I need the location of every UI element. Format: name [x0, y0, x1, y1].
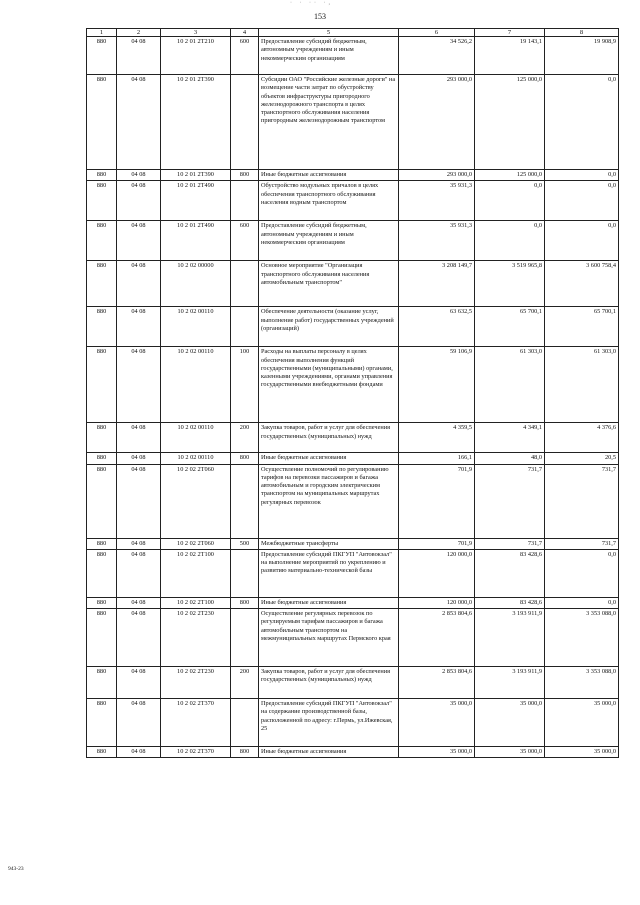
amount-year3-cell: 0,0	[545, 181, 619, 221]
footer-code: 943-23	[8, 866, 24, 872]
table-row	[87, 181, 619, 221]
section-code-cell: 04 08	[117, 170, 161, 181]
section-code-cell: 04 08	[117, 453, 161, 464]
target-article-cell: 10 2 02 2Т100	[161, 549, 231, 597]
ministry-code-cell: 880	[87, 667, 117, 699]
amount-year2-cell: 125 000,0	[475, 170, 545, 181]
table-row	[87, 75, 619, 170]
table-row	[87, 453, 619, 464]
expense-type-cell	[231, 609, 259, 667]
amount-year3-cell: 0,0	[545, 597, 619, 608]
amount-year1-cell: 34 526,2	[399, 37, 475, 75]
amount-year2-cell: 0,0	[475, 221, 545, 261]
item-name-cell: Предоставление субсидий бюджетным, автономным учреждениям и иным некоммерческим организациям	[259, 37, 399, 75]
expense-type-cell	[231, 181, 259, 221]
ministry-code-cell: 880	[87, 75, 117, 170]
ministry-code-cell: 880	[87, 261, 117, 307]
amount-year1-cell: 35 931,3	[399, 221, 475, 261]
item-name-cell: Осуществление полномочий по регулированию тарифов на перевозки пассажиров и багажа автомобильным и городским электрическим транспортом на муниципальных маршрутах регулярных перевозок	[259, 464, 399, 538]
section-code-cell: 04 08	[117, 37, 161, 75]
amount-year2-cell: 125 000,0	[475, 75, 545, 170]
expense-type-cell: 800	[231, 597, 259, 608]
expense-type-cell	[231, 699, 259, 747]
item-name-cell: Иные бюджетные ассигнования	[259, 597, 399, 608]
section-code-cell: 04 08	[117, 699, 161, 747]
target-article-cell: 10 2 02 2Т230	[161, 667, 231, 699]
table-row	[87, 699, 619, 747]
ministry-code-cell: 880	[87, 747, 117, 758]
table-row	[87, 464, 619, 538]
amount-year1-cell: 35 931,3	[399, 181, 475, 221]
amount-year2-cell: 731,7	[475, 464, 545, 538]
section-code-cell: 04 08	[117, 747, 161, 758]
item-name-cell: Межбюджетные трансферты	[259, 538, 399, 549]
section-code-cell: 04 08	[117, 423, 161, 453]
column-header: 7	[475, 29, 545, 37]
section-code-cell: 04 08	[117, 549, 161, 597]
target-article-cell: 10 2 02 00110	[161, 423, 231, 453]
amount-year3-cell: 4 376,6	[545, 423, 619, 453]
ministry-code-cell: 880	[87, 181, 117, 221]
amount-year2-cell: 3 519 965,8	[475, 261, 545, 307]
ministry-code-cell: 880	[87, 347, 117, 423]
amount-year2-cell: 83 428,6	[475, 549, 545, 597]
amount-year1-cell: 166,1	[399, 453, 475, 464]
amount-year3-cell: 20,5	[545, 453, 619, 464]
amount-year2-cell: 731,7	[475, 538, 545, 549]
item-name-cell: Иные бюджетные ассигнования	[259, 453, 399, 464]
target-article-cell: 10 2 01 2Т210	[161, 37, 231, 75]
item-name-cell: Осуществление регулярных перевозок по регулируемым тарифам пассажиров и багажа автомобильным транспортом на межмуниципальных маршрутах Пермского края	[259, 609, 399, 667]
amount-year1-cell: 35 000,0	[399, 747, 475, 758]
expense-type-cell: 800	[231, 170, 259, 181]
column-header: 3	[161, 29, 231, 37]
ministry-code-cell: 880	[87, 538, 117, 549]
target-article-cell: 10 2 02 2Т060	[161, 464, 231, 538]
table-row	[87, 667, 619, 699]
amount-year1-cell: 120 000,0	[399, 549, 475, 597]
target-article-cell: 10 2 02 00110	[161, 347, 231, 423]
section-code-cell: 04 08	[117, 221, 161, 261]
expense-type-cell: 600	[231, 221, 259, 261]
table-row	[87, 747, 619, 758]
ministry-code-cell: 880	[87, 549, 117, 597]
expense-type-cell: 800	[231, 453, 259, 464]
table-row	[87, 261, 619, 307]
target-article-cell: 10 2 01 2Т490	[161, 221, 231, 261]
amount-year3-cell: 3 353 088,0	[545, 609, 619, 667]
amount-year1-cell: 701,9	[399, 464, 475, 538]
budget-table	[86, 28, 619, 758]
item-name-cell: Предоставление субсидий бюджетным, автономным учреждениям и иным некоммерческим организациям	[259, 221, 399, 261]
item-name-cell: Предоставление субсидий ПКГУП "Автовокзал" на выполнение мероприятий по укреплению и развитию материально-технической базы	[259, 549, 399, 597]
target-article-cell: 10 2 02 00000	[161, 261, 231, 307]
amount-year2-cell: 3 193 911,9	[475, 667, 545, 699]
amount-year1-cell: 293 000,0	[399, 75, 475, 170]
amount-year3-cell: 0,0	[545, 170, 619, 181]
table-row	[87, 347, 619, 423]
section-code-cell: 04 08	[117, 597, 161, 608]
amount-year3-cell: 731,7	[545, 464, 619, 538]
expense-type-cell: 800	[231, 747, 259, 758]
target-article-cell: 10 2 01 2Т390	[161, 170, 231, 181]
amount-year1-cell: 2 853 804,6	[399, 667, 475, 699]
section-code-cell: 04 08	[117, 667, 161, 699]
target-article-cell: 10 2 01 2Т390	[161, 75, 231, 170]
item-name-cell: Закупка товаров, работ и услуг для обеспечения государственных (муниципальных) нужд	[259, 667, 399, 699]
table-row	[87, 221, 619, 261]
section-code-cell: 04 08	[117, 609, 161, 667]
target-article-cell: 10 2 02 2Т370	[161, 699, 231, 747]
amount-year2-cell: 35 000,0	[475, 747, 545, 758]
amount-year1-cell: 63 632,5	[399, 307, 475, 347]
target-article-cell: 10 2 02 00110	[161, 307, 231, 347]
amount-year3-cell: 3 600 758,4	[545, 261, 619, 307]
table-row	[87, 37, 619, 75]
column-header: 1	[87, 29, 117, 37]
amount-year3-cell: 35 000,0	[545, 747, 619, 758]
expense-type-cell	[231, 75, 259, 170]
amount-year3-cell: 0,0	[545, 221, 619, 261]
amount-year1-cell: 293 000,0	[399, 170, 475, 181]
item-name-cell: Иные бюджетные ассигнования	[259, 747, 399, 758]
table-row	[87, 538, 619, 549]
amount-year2-cell: 3 193 911,9	[475, 609, 545, 667]
column-header: 5	[259, 29, 399, 37]
section-code-cell: 04 08	[117, 181, 161, 221]
item-name-cell: Предоставление субсидий ПКГУП "Автовокзал" на содержание производственной базы, расположенной по адресу: г.Пермь, ул.Ижевская, 25	[259, 699, 399, 747]
amount-year3-cell: 3 353 088,0	[545, 667, 619, 699]
amount-year2-cell: 35 000,0	[475, 699, 545, 747]
item-name-cell: Закупка товаров, работ и услуг для обеспечения государственных (муниципальных) нужд	[259, 423, 399, 453]
expense-type-cell: 200	[231, 423, 259, 453]
item-name-cell: Обеспечение деятельности (оказание услуг, выполнение работ) государственных учреждений (организаций)	[259, 307, 399, 347]
section-code-cell: 04 08	[117, 261, 161, 307]
amount-year2-cell: 65 700,1	[475, 307, 545, 347]
column-header: 4	[231, 29, 259, 37]
table-row	[87, 597, 619, 608]
item-name-cell: Обустройство модульных причалов в целях обеспечения транспортного обслуживания населения водным транспортом	[259, 181, 399, 221]
expense-type-cell	[231, 464, 259, 538]
amount-year1-cell: 120 000,0	[399, 597, 475, 608]
ministry-code-cell: 880	[87, 609, 117, 667]
amount-year3-cell: 65 700,1	[545, 307, 619, 347]
amount-year2-cell: 19 143,1	[475, 37, 545, 75]
section-code-cell: 04 08	[117, 464, 161, 538]
expense-type-cell	[231, 261, 259, 307]
amount-year3-cell: 35 000,0	[545, 699, 619, 747]
item-name-cell: Основное мероприятие "Организация транспортного обслуживания населения автомобильным транспортом"	[259, 261, 399, 307]
amount-year3-cell: 19 908,9	[545, 37, 619, 75]
amount-year1-cell: 4 359,5	[399, 423, 475, 453]
ministry-code-cell: 880	[87, 699, 117, 747]
expense-type-cell	[231, 549, 259, 597]
amount-year1-cell: 701,9	[399, 538, 475, 549]
table-row	[87, 307, 619, 347]
section-code-cell: 04 08	[117, 75, 161, 170]
amount-year2-cell: 48,0	[475, 453, 545, 464]
item-name-cell: Иные бюджетные ассигнования	[259, 170, 399, 181]
ministry-code-cell: 880	[87, 170, 117, 181]
target-article-cell: 10 2 01 2Т490	[161, 181, 231, 221]
ministry-code-cell: 880	[87, 221, 117, 261]
ministry-code-cell: 880	[87, 597, 117, 608]
target-article-cell: 10 2 02 2Т370	[161, 747, 231, 758]
ministry-code-cell: 880	[87, 423, 117, 453]
section-code-cell: 04 08	[117, 538, 161, 549]
amount-year1-cell: 3 208 149,7	[399, 261, 475, 307]
amount-year3-cell: 0,0	[545, 75, 619, 170]
amount-year2-cell: 4 349,1	[475, 423, 545, 453]
item-name-cell: Субсидии ОАО "Российские железные дороги" на возмещение части затрат по обустройству объектов инфраструктуры пригородного железнодорожного транспорта в целях транспортного обслуживания населения пригородным железнодорожным транспортом	[259, 75, 399, 170]
amount-year1-cell: 2 853 804,6	[399, 609, 475, 667]
expense-type-cell: 100	[231, 347, 259, 423]
header-row	[87, 29, 619, 37]
ministry-code-cell: 880	[87, 307, 117, 347]
target-article-cell: 10 2 02 2Т100	[161, 597, 231, 608]
ministry-code-cell: 880	[87, 37, 117, 75]
amount-year3-cell: 61 303,0	[545, 347, 619, 423]
expense-type-cell: 500	[231, 538, 259, 549]
expense-type-cell	[231, 307, 259, 347]
amount-year1-cell: 35 000,0	[399, 699, 475, 747]
section-code-cell: 04 08	[117, 307, 161, 347]
table-row	[87, 170, 619, 181]
column-header: 8	[545, 29, 619, 37]
table-row	[87, 549, 619, 597]
item-name-cell: Расходы на выплаты персоналу в целях обеспечения выполнения функций государственными (муниципальными) органами, казенными учреждениями, органами управления государственными внебюджетными фондами	[259, 347, 399, 423]
amount-year2-cell: 0,0	[475, 181, 545, 221]
section-code-cell: 04 08	[117, 347, 161, 423]
expense-type-cell: 200	[231, 667, 259, 699]
column-header: 2	[117, 29, 161, 37]
ministry-code-cell: 880	[87, 453, 117, 464]
target-article-cell: 10 2 02 00110	[161, 453, 231, 464]
amount-year3-cell: 731,7	[545, 538, 619, 549]
amount-year1-cell: 59 106,9	[399, 347, 475, 423]
table-row	[87, 609, 619, 667]
amount-year2-cell: 61 303,0	[475, 347, 545, 423]
target-article-cell: 10 2 02 2Т060	[161, 538, 231, 549]
ministry-code-cell: 880	[87, 464, 117, 538]
column-header: 6	[399, 29, 475, 37]
amount-year3-cell: 0,0	[545, 549, 619, 597]
expense-type-cell: 600	[231, 37, 259, 75]
target-article-cell: 10 2 02 2Т230	[161, 609, 231, 667]
page-number: 153	[314, 12, 326, 21]
scan-marks: · · ·· ·,	[290, 0, 333, 6]
amount-year2-cell: 83 428,6	[475, 597, 545, 608]
table-body	[87, 29, 619, 758]
table-row	[87, 423, 619, 453]
